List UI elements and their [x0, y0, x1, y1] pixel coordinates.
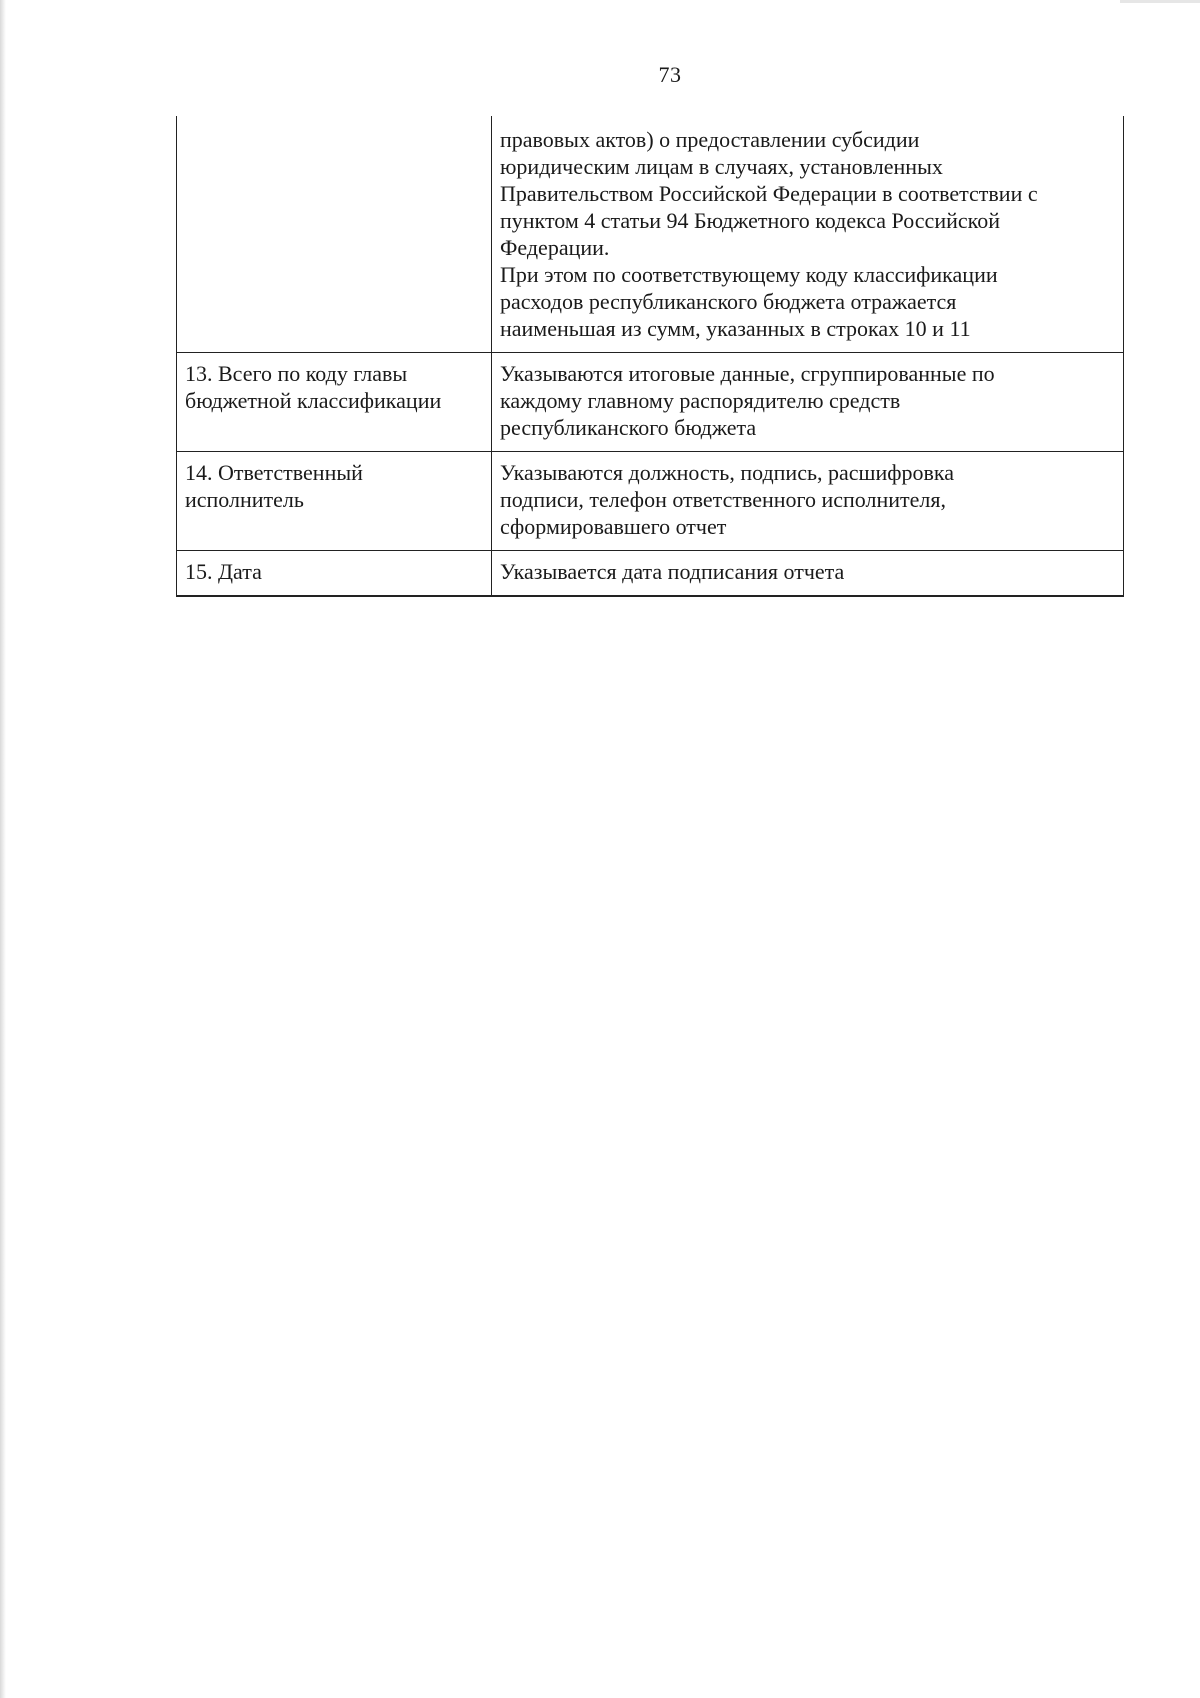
row-description-cell: [492, 551, 1124, 597]
description-line: подписи, телефон ответственного исполнителя,: [500, 487, 947, 512]
page-number: 73: [658, 62, 682, 87]
description-line: пунктом 4 статьи 94 Бюджетного кодекса Российской: [500, 208, 1000, 233]
label-line: 13. Всего по коду главы: [185, 361, 408, 386]
table-row-15: [177, 551, 1124, 597]
description-line: сформировавшего отчет: [500, 514, 727, 539]
row-description-cell: [492, 116, 1124, 353]
label-line: 14. Ответственный: [185, 460, 363, 485]
label-line: бюджетной классификации: [185, 388, 442, 413]
description-line: При этом по соответствующему коду классификации: [500, 262, 998, 287]
description-line: каждому главному распорядителю средств: [500, 388, 901, 413]
row-label-cell: [177, 551, 492, 597]
row-description-cell: [492, 353, 1124, 452]
scan-top-mark: [1120, 0, 1200, 3]
description-line: расходов республиканского бюджета отражается: [500, 289, 957, 314]
description-line: Указываются итоговые данные, сгруппированные по: [500, 361, 995, 386]
description-line: Указываются должность, подпись, расшифровка: [500, 460, 955, 485]
scan-edge-shadow: [0, 0, 6, 1698]
label-line: 15. Дата: [185, 559, 262, 584]
row-label-cell: [177, 116, 492, 353]
label-line: исполнитель: [185, 487, 304, 512]
description-line: Правительством Российской Федерации в соответствии с: [500, 181, 1038, 206]
description-line: Федерации.: [500, 235, 610, 260]
table-row-continued: [177, 116, 1124, 353]
description-line: правовых актов) о предоставлении субсидии: [500, 127, 920, 152]
row-label-cell: [177, 452, 492, 551]
row-label-cell: [177, 353, 492, 452]
description-line: юридическим лицам в случаях, установленных: [500, 154, 943, 179]
description-line: Указывается дата подписания отчета: [500, 559, 845, 584]
table-row-13: [177, 353, 1124, 452]
row-description-cell: [492, 452, 1124, 551]
description-line: республиканского бюджета: [500, 415, 757, 440]
table-row-14: [177, 452, 1124, 551]
instructions-table: [176, 116, 1124, 597]
description-line: наименьшая из сумм, указанных в строках 10 и 11: [500, 316, 971, 341]
